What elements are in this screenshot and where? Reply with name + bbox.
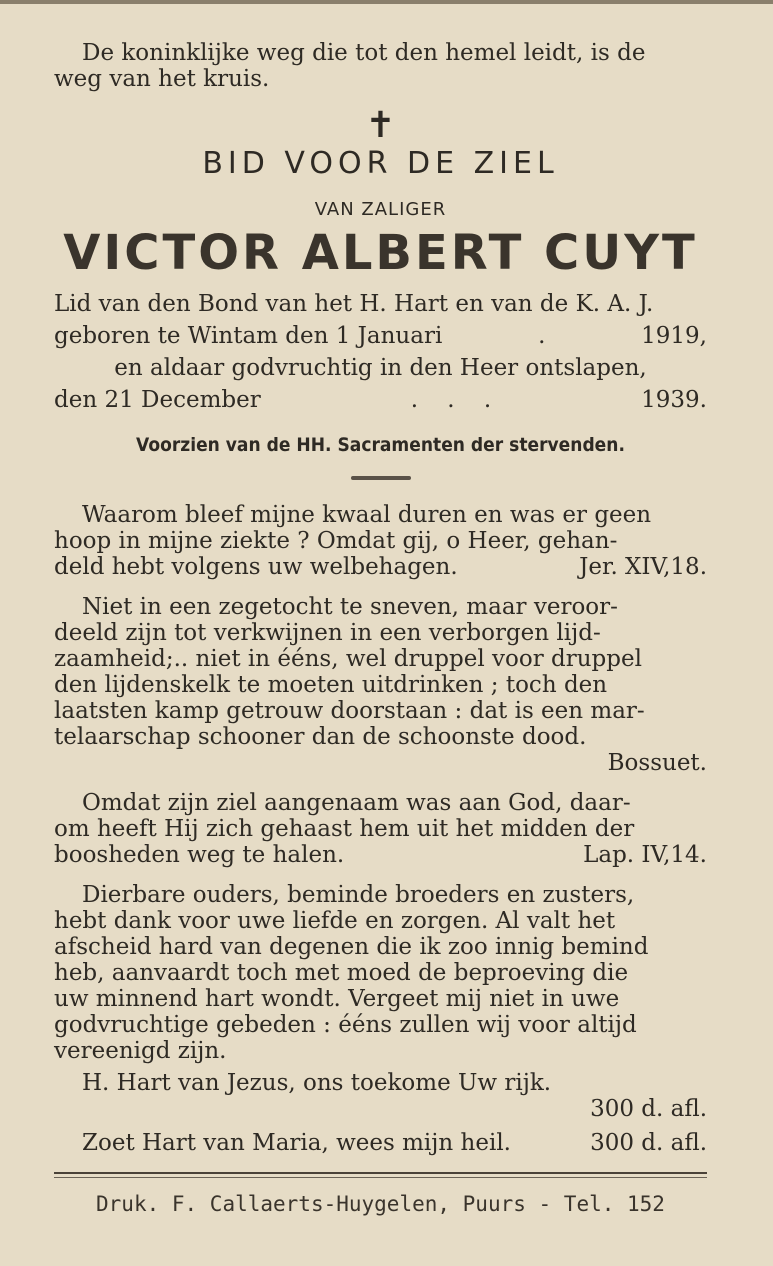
text-line: deeld zijn tot verkwijnen in een verborgen lijd- — [54, 620, 601, 646]
text-line: afscheid hard van degenen die ik zoo innig bemind — [54, 934, 649, 960]
epigraph-line: De koninklijke weg die tot den hemel leidt, is de — [82, 40, 646, 66]
paragraph-3 — [54, 790, 707, 868]
text-line: den lijdenskelk te moeten uitdrinken ; toch den — [54, 672, 608, 698]
text-fragment: boosheden weg te halen. — [54, 842, 345, 868]
epigraph-line: weg van het kruis. — [54, 66, 270, 92]
indulgence: 300 d. afl. — [590, 1130, 707, 1156]
birth-line — [54, 320, 707, 352]
text-line: vereenigd zijn. — [54, 1038, 227, 1064]
sacraments-line: Voorzien van de HH. Sacramenten der stervenden. — [136, 434, 625, 456]
death-text: den 21 December — [54, 387, 261, 413]
reference: Lap. IV,14. — [583, 842, 707, 868]
text-line: telaarschap schooner dan de schoonste dood. — [54, 724, 587, 750]
subheading: VAN ZALIGER — [314, 199, 447, 220]
birth-dot: . — [538, 323, 546, 349]
ornament-divider — [351, 476, 411, 480]
printer-credit: Druk. F. Callaerts-Huygelen, Puurs - Tel. 152 — [96, 1192, 665, 1216]
biography — [54, 288, 707, 416]
text-line: godvruchtige gebeden : ééns zullen wij voor altijd — [54, 1012, 637, 1038]
membership: Lid van den Bond van het H. Hart en van de K. A. J. — [54, 291, 654, 317]
prayer-line: H. Hart van Jezus, ons toekome Uw rijk. — [82, 1070, 552, 1096]
text-line: zaamheid;.. niet in ééns, wel druppel voor druppel — [54, 646, 642, 672]
death-dots: . . . — [410, 387, 492, 413]
indulgence: 300 d. afl. — [590, 1096, 707, 1122]
prayers — [54, 1070, 707, 1156]
text-line: laatsten kamp getrouw doorstaan : dat is een mar- — [54, 698, 645, 724]
death-line: en aldaar godvruchtig in den Heer ontslapen, — [114, 355, 647, 381]
text-line: om heeft Hij zich gehaast hem uit het midden der — [54, 816, 635, 842]
paragraph-4 — [54, 882, 707, 1064]
birth-year: 1919, — [641, 323, 707, 349]
text-line — [54, 842, 707, 868]
text-line: uw minnend hart wondt. Vergeet mij niet in uwe — [54, 986, 620, 1012]
text-line: heb, aanvaardt toch met moed de beproeving die — [54, 960, 629, 986]
epigraph — [54, 40, 707, 92]
text-line: Niet in een zegetocht te sneven, maar veroor- — [82, 594, 618, 620]
text-line: Dierbare ouders, beminde broeders en zusters, — [82, 882, 635, 908]
body-text — [54, 502, 707, 1156]
death-year: 1939. — [641, 387, 707, 413]
prayer-text: Zoet Hart van Maria, wees mijn heil. — [82, 1130, 511, 1156]
footer-rule-thin — [54, 1177, 707, 1178]
prayer-line — [54, 1130, 707, 1156]
birth-text: geboren te Wintam den 1 Januari — [54, 323, 443, 349]
footer-rule — [54, 1172, 707, 1174]
cross-icon: ✝ — [365, 105, 396, 146]
heading: BID VOOR DE ZIEL — [202, 146, 559, 181]
text-line: hebt dank voor uwe liefde en zorgen. Al valt het — [54, 908, 616, 934]
text-line: Omdat zijn ziel aangenaam was aan God, daar- — [82, 790, 631, 816]
text-line: hoop in mijne ziekte ? Omdat gij, o Heer, gehan- — [54, 528, 618, 554]
paragraph-1 — [54, 502, 707, 580]
text-fragment: deld hebt volgens uw welbehagen. — [54, 554, 458, 580]
reference: Jer. XIV,18. — [579, 554, 707, 580]
deceased-name: VICTOR ALBERT CUYT — [63, 225, 698, 281]
text-line — [54, 554, 707, 580]
paragraph-2 — [54, 594, 707, 776]
reference: Bossuet. — [607, 750, 707, 776]
text-line: Waarom bleef mijne kwaal duren en was er geen — [82, 502, 652, 528]
death-date-line — [54, 384, 707, 416]
